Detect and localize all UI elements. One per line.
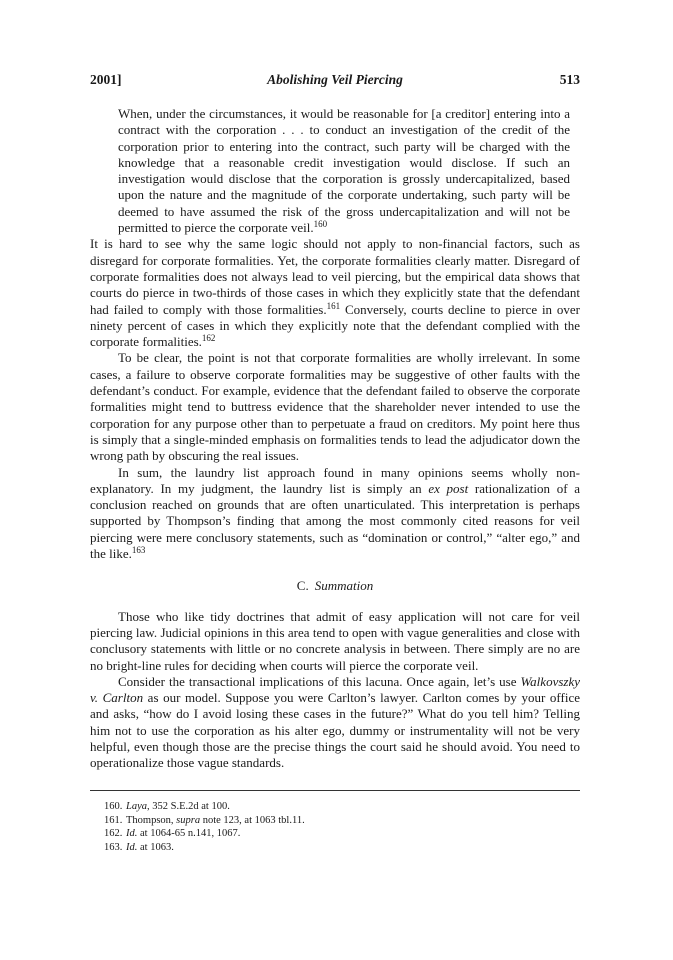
quote-text: When, under the circumstances, it would be reasonable for [a creditor] entering into a contract with the corporation . . . to conduct an investigation of the credit of the corporation prior to entering into the contract, such party will be charged with the knowledge that a reasonable credit investigation would disclose. If such an investigation would disclose that the corporation is grossly undercapitalized, based upon the nature and the magnitude of the corporate undertaking, such party will be deemed to have assumed the risk of the gross undercapitalization and will not be permitted to pierce the corporate veil. — [118, 106, 570, 236]
citation-text: note 123, at 1063 tbl.11. — [200, 814, 305, 826]
section-heading — [90, 578, 580, 594]
footnote-ref[interactable]: 160 — [313, 219, 328, 230]
citation-text: , 352 S.E.2d at 100. — [147, 801, 230, 812]
footnote-ref[interactable]: 162 — [201, 333, 216, 344]
emphasis: ex post — [428, 480, 469, 496]
paragraph-text: It is hard to see why the same logic should not apply to non-financial factors, such as disregard for corporate formalities. Yet, the corporate formalities clearly matter. Disregard of corporate formalities does not always lead to veil piercing, but the empirical data shows that courts do pierce in two-thirds of those cases in which they explicitly state that the defendant had failed to comply with those formalities. — [90, 236, 580, 317]
paragraph-text: Consider the transactional implications of this lacuna. Once again, let’s use — [118, 673, 521, 689]
footnotes — [104, 800, 574, 854]
citation-signal: Id. — [126, 841, 138, 853]
footnote — [104, 814, 574, 828]
citation-author: Thompson, — [126, 814, 177, 826]
section-label: C. — [296, 578, 309, 594]
case-name: Walkovszky v. Carlton — [90, 673, 580, 706]
header-year: 2001] — [90, 72, 122, 87]
citation-signal: Id. — [126, 828, 138, 839]
footnote-ref[interactable]: 161 — [326, 300, 341, 311]
paragraph — [90, 465, 580, 563]
citation-signal: supra — [176, 814, 201, 826]
paragraph: Those who like tidy doctrines that admit of easy application will not care for veil piercing law. Judicial opinions in this area tend to open with vague generalities and close with conclusory statements with little or no concrete analysis in between. There simply are no are no bright-line rules for deciding when courts will pierce the corporate veil. — [90, 608, 580, 673]
paragraph: To be clear, the point is not that corporate formalities are wholly irrelevant. In some cases, a failure to observe corporate formalities may be suggestive of other faults with the defendant’s conduct. For example, evidence that the defendant failed to observe the corporate formalities might tend to buttress evidence that the shareholder never intended to use the corporation for any purpose other than to perpetuate a fraud on creditors. My point here thus is simply that a single-minded emphasis on formalities tends to lead the adjudicator down the wrong path by obscuring the real issues. — [90, 350, 580, 464]
header-title: Abolishing Veil Piercing — [267, 72, 403, 87]
footnote-number: 161. — [104, 814, 123, 826]
footnote — [104, 827, 574, 841]
paragraph-text: In sum, the laundry list approach found in many opinions seems wholly non-explanatory. In my judgment, the laundry list is simply an — [90, 464, 580, 496]
page-number: 513 — [559, 72, 580, 87]
footnote — [104, 841, 574, 855]
footnote-divider — [90, 790, 580, 791]
paragraph-text: as our model. Suppose you were Carlton’s lawyer. Carlton comes by your office and asks, “how do I avoid losing these cases in the future?” What do you tell him? Telling him not to use the corporation as his alter ego, dummy or instrumentality will not be very helpful, even though those are the precise things the court said he should avoid. You need to operationalize those vague standards. — [90, 690, 580, 771]
citation-text: at 1063. — [137, 841, 174, 853]
running-header — [90, 72, 580, 90]
footnote-number: 163. — [104, 841, 123, 853]
paragraph — [90, 236, 580, 350]
footnote-ref[interactable]: 163 — [131, 545, 146, 556]
citation-case: Laya — [126, 801, 147, 812]
footnote — [104, 800, 574, 814]
block-quote — [118, 106, 570, 236]
footnote-number: 162. — [104, 828, 123, 839]
section-title: Summation — [314, 578, 374, 594]
paragraph-text: rationalization of a conclusion reached on grounds that are often unarticulated. This interpretation is perhaps supported by Thompson’s finding that among the most commonly cited reasons for veil piercing were mere conclusory statements, such as “domination or control,” “alter ego,” and the like. — [90, 480, 580, 562]
paragraph-text: Conversely, courts decline to pierce in over ninety percent of cases in which they explicitly note that the defendant complied with the corporate formalities. — [90, 301, 580, 350]
footnote-number: 160. — [104, 801, 123, 812]
paragraph — [90, 674, 580, 772]
body-text — [90, 106, 580, 772]
citation-text: at 1064-65 n.141, 1067. — [137, 828, 241, 839]
